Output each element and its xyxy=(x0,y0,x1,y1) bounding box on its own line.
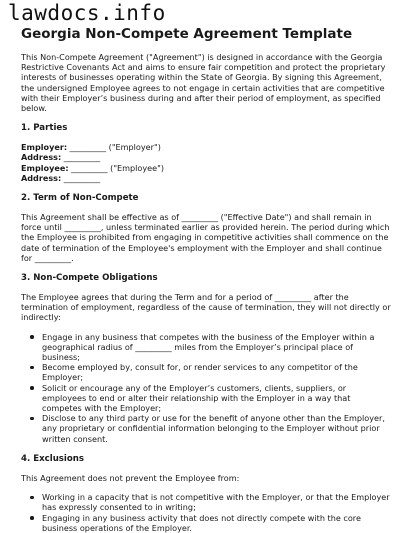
obligations-list xyxy=(21,332,391,444)
employer-label: Employer: xyxy=(21,142,68,153)
list-item: Solicit or encourage any of the Employer’s customers, clients, suppliers, or employees to end or alter their relationship with the Employer in a way that competes with the Employer; xyxy=(42,383,391,414)
obligations-paragraph: The Employee agrees that during the Term and for a period of _________ after the termination of employment, regardless of the cause of termination, they will not directly or indirectly: xyxy=(21,292,391,323)
section-heading-obligations: 3. Non-Compete Obligations xyxy=(21,273,158,284)
parties-fields xyxy=(21,142,391,183)
list-item: Disclose to any third party or use for the benefit of anyone other than the Employer, any proprietary or confidential information belonging to the Employer without prior written consent. xyxy=(42,413,391,444)
employee-label: Employee: xyxy=(21,162,69,173)
list-item: Engaging in any business activity that does not directly compete with the core business operations of the Employer. xyxy=(42,513,391,533)
list-item: Engage in any business that competes with the business of the Employer within a geographical radius of _________ miles from the Employer’s principal place of business; xyxy=(42,332,391,363)
section-heading-exclusions: 4. Exclusions xyxy=(21,453,85,464)
section-heading-term: 2. Term of Non-Compete xyxy=(21,193,139,204)
document-title: Georgia Non-Compete Agreement Template xyxy=(21,26,353,42)
address-value: _________ xyxy=(61,172,101,183)
document-body xyxy=(21,26,391,533)
employee-address-line xyxy=(21,173,391,183)
employer-value: _________ ("Employer") xyxy=(67,142,161,153)
list-item: Become employed by, consult for, or render services to any competitor of the Employer; xyxy=(42,362,391,382)
employee-line xyxy=(21,163,391,173)
employer-address-line xyxy=(21,152,391,162)
section-heading-parties: 1. Parties xyxy=(21,123,68,134)
list-item: Working in a capacity that is not competitive with the Employer, or that the Employer has expressly consented to in writing; xyxy=(42,492,390,513)
site-logo: lawdocs.info xyxy=(8,1,166,25)
term-paragraph: This Agreement shall be effective as of _________ ("Effective Date") and shall remain in force until _________, unless terminated earlier as provided herein. The period during which the Employee is prohibited from engaging in competitive activities shall commence on the date of termination of the Employee's employment with the Employer and shall continue for _________. xyxy=(21,212,390,263)
employer-line xyxy=(21,142,391,152)
address-value: _________ xyxy=(61,152,101,163)
intro-paragraph: This Non-Compete Agreement ("Agreement") is designed in accordance with the Georgia Restrictive Covenants Act and aims to ensure fair competition and protect the proprietary interests of businesses operating within the State of Georgia. By signing this Agreement, the undersigned Employee agrees to not engage in certain activities that are competitive with their Employer’s business during and after their period of employment, as specified below. xyxy=(21,52,386,114)
exclusions-paragraph: This Agreement does not prevent the Employee from: xyxy=(21,472,240,483)
address-label: Address: xyxy=(21,152,62,163)
exclusions-list xyxy=(21,492,391,533)
address-label: Address: xyxy=(21,172,62,183)
employee-value: _________ ("Employee") xyxy=(68,162,165,173)
